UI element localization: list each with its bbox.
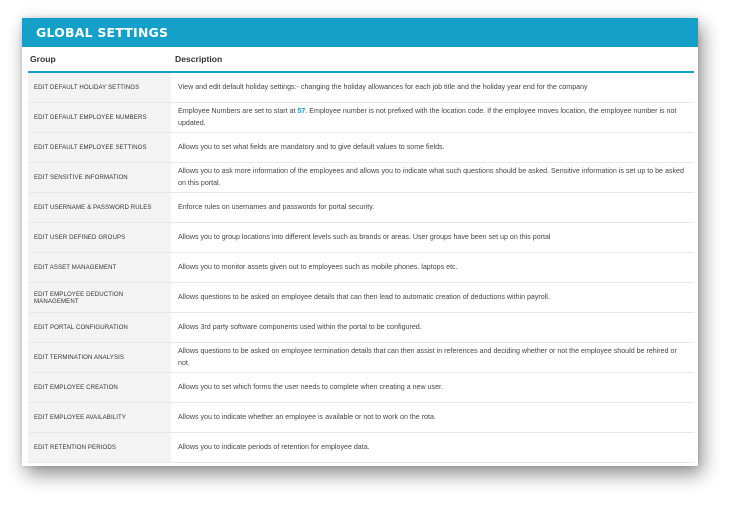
table-row (28, 103, 694, 133)
settings-link-user-defined-groups[interactable]: EDIT USER DEFINED GROUPS (28, 223, 171, 252)
row-description: Allows you to set which forms the user needs to complete when creating a new user. (178, 382, 443, 391)
row-description: Allows questions to be asked on employee details that can then lead to automatic creation of deductions within payroll. (178, 292, 550, 301)
table-row (28, 343, 694, 373)
description-text: Employee Numbers are set to start at (178, 107, 298, 116)
column-header-description: Description (175, 54, 223, 64)
employee-number-start: 57 (297, 107, 306, 116)
settings-link-employee-deduction-management[interactable]: EDIT EMPLOYEE DEDUCTION MANAGEMENT (28, 283, 171, 312)
settings-link-portal-configuration[interactable]: EDIT PORTAL CONFIGURATION (28, 313, 171, 342)
settings-link-termination-analysis[interactable]: EDIT TERMINATION ANALYSIS (28, 343, 171, 372)
row-description: Allows you to indicate whether an employee is available or not to work on the rota. (178, 412, 436, 421)
table-row (28, 253, 694, 283)
row-description: Allows you to indicate periods of retention for employee data. (178, 442, 370, 451)
table-row (28, 73, 694, 103)
row-description: Allows questions to be asked on employee termination details that can then assist in references and deciding whether or not the employee should be rehired or not. (178, 347, 677, 367)
settings-link-sensitive-information[interactable]: EDIT SENSITIVE INFORMATION (28, 163, 171, 192)
settings-table (22, 47, 698, 463)
table-row (28, 223, 694, 253)
row-description: Allows you to group locations into different levels such as brands or areas. User groups have been set up on this portal (178, 232, 551, 241)
row-description: Allows you to ask more information of the employees and allows you to indicate what such questions should be asked. Sensitive information is set up to be asked on this portal. (178, 167, 684, 187)
panel-title: GLOBAL SETTINGS (36, 25, 169, 40)
settings-link-employee-availability[interactable]: EDIT EMPLOYEE AVAILABILITY (28, 403, 171, 432)
settings-link-retention-periods[interactable]: EDIT RETENTION PERIODS (28, 433, 171, 462)
table-row (28, 133, 694, 163)
row-description: Allows 3rd party software components used within the portal to be configured. (178, 322, 422, 331)
panel-header (22, 18, 698, 47)
table-row (28, 373, 694, 403)
table-row (28, 433, 694, 463)
settings-link-username-password-rules[interactable]: EDIT USERNAME & PASSWORD RULES (28, 193, 171, 222)
row-description: Allows you to set what fields are mandatory and to give default values to some fields. (178, 142, 445, 151)
table-header (28, 54, 694, 73)
table-row (28, 163, 694, 193)
settings-link-default-holiday[interactable]: EDIT DEFAULT HOLIDAY SETTINGS (28, 73, 171, 102)
table-row (28, 313, 694, 343)
row-description (171, 103, 694, 132)
settings-link-default-employee-settings[interactable]: EDIT DEFAULT EMPLOYEE SETTINGS (28, 133, 171, 162)
settings-link-default-employee-numbers[interactable]: EDIT DEFAULT EMPLOYEE NUMBERS (28, 103, 171, 132)
description-text: . Employee number is not prefixed with the location code. If the employee moves location, the employee number is not updated. (178, 107, 677, 127)
column-header-group: Group (30, 54, 56, 64)
row-description: View and edit default holiday settings:- changing the holiday allowances for each job title and the holiday year end for the company (178, 82, 588, 91)
table-row (28, 193, 694, 223)
table-row (28, 283, 694, 313)
row-description: Enforce rules on usernames and passwords for portal security. (178, 202, 375, 211)
settings-link-employee-creation[interactable]: EDIT EMPLOYEE CREATION (28, 373, 171, 402)
settings-link-asset-management[interactable]: EDIT ASSET MANAGEMENT (28, 253, 171, 282)
row-description: Allows you to monitor assets given out to employees such as mobile phones. laptops etc. (178, 262, 458, 271)
global-settings-panel (22, 18, 698, 466)
table-row (28, 403, 694, 433)
